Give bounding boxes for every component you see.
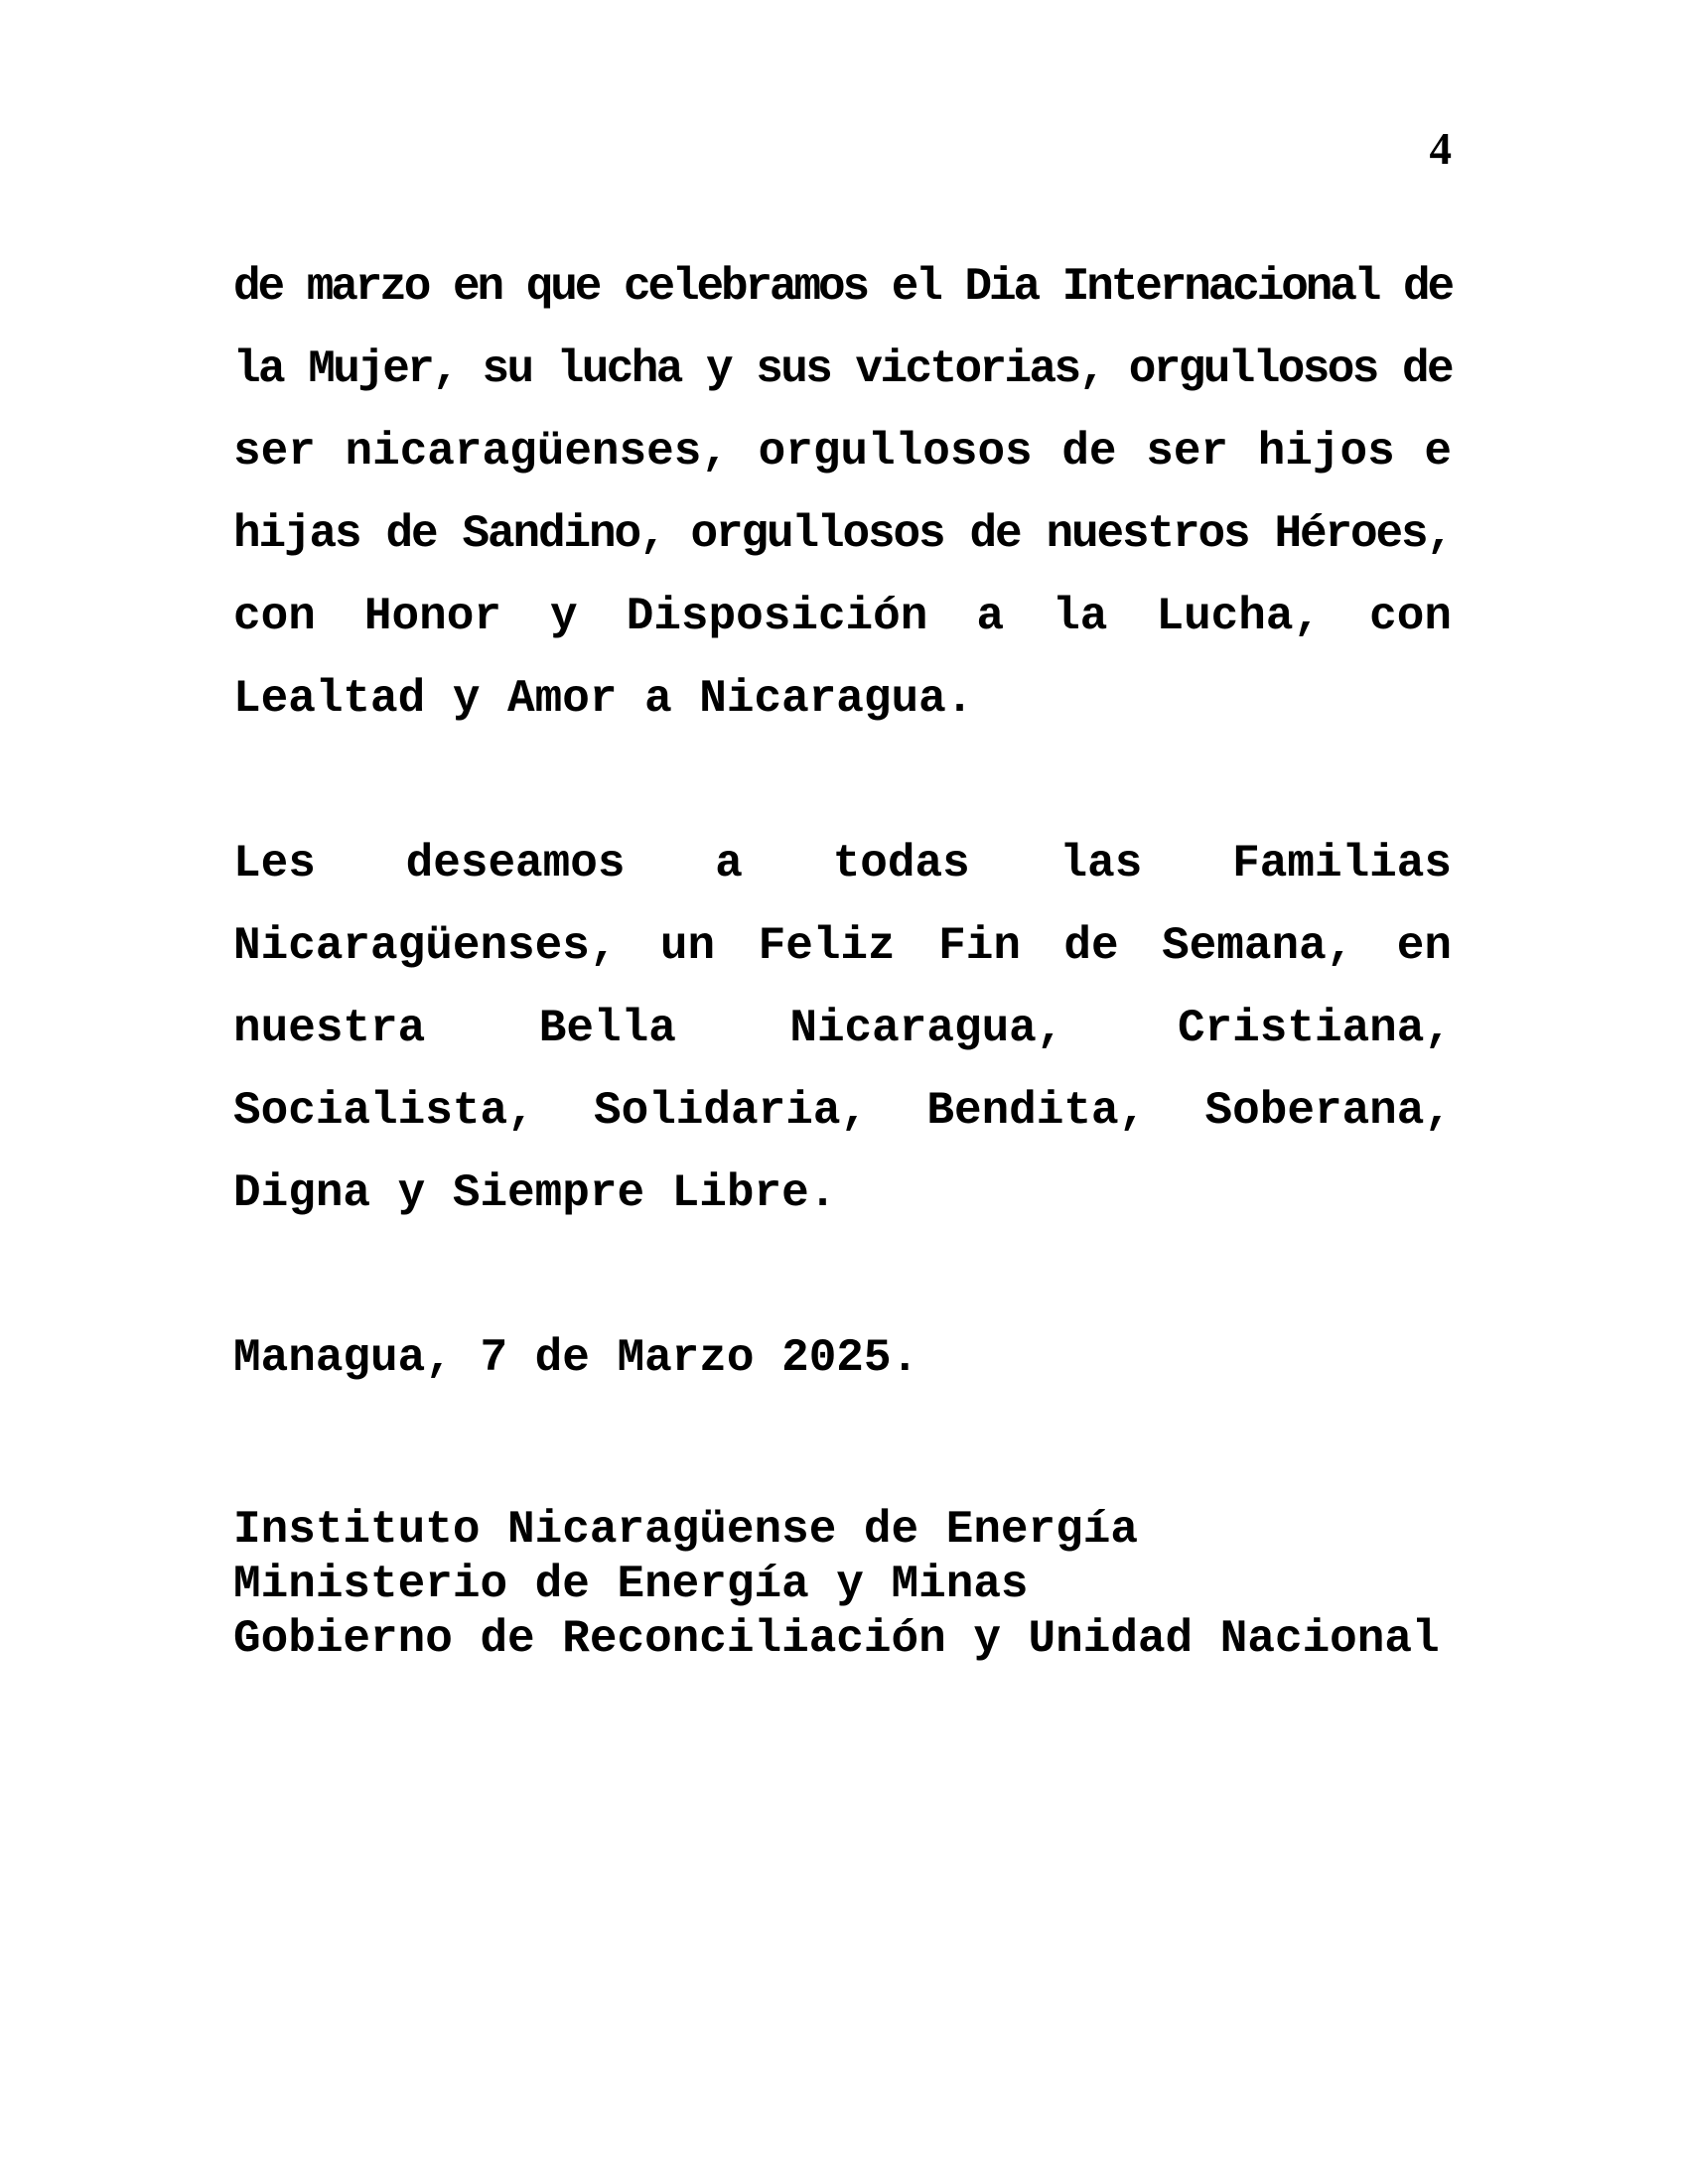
body-line: con Honor y Disposición a la Lucha, con (233, 591, 1452, 642)
body-line: ser nicaragüenses, orgullosos de ser hijos e (233, 426, 1452, 478)
document-body (233, 246, 1452, 1667)
signature-line: Ministerio de Energía y Minas (233, 1559, 1029, 1610)
body-line: Socialista, Solidaria, Bendita, Soberana, (233, 1085, 1452, 1137)
signature-line: Gobierno de Reconciliación y Unidad Nacional (233, 1613, 1440, 1665)
paragraph-2 (233, 823, 1452, 1235)
paragraph-1 (233, 246, 1452, 741)
date-paragraph (233, 1317, 1452, 1400)
body-line: de marzo en que celebramos el Dia Internacional de (233, 261, 1452, 313)
signature-line: Instituto Nicaragüense de Energía (233, 1504, 1138, 1556)
signature-block (233, 1503, 1452, 1667)
body-line: hijas de Sandino, orgullosos de nuestros Héroes, (233, 508, 1452, 560)
body-line: Les deseamos a todas las Familias (233, 838, 1452, 889)
page-number: 4 (1429, 124, 1452, 174)
body-line: nuestra Bella Nicaragua, Cristiana, (233, 1003, 1452, 1054)
body-line: Nicaragüenses, un Feliz Fin de Semana, en (233, 920, 1452, 972)
body-line: Digna y Siempre Libre. (233, 1167, 837, 1219)
body-line: Lealtad y Amor a Nicaragua. (233, 673, 974, 725)
body-line: la Mujer, su lucha y sus victorias, orgullosos de (233, 343, 1452, 395)
date-line: Managua, 7 de Marzo 2025. (233, 1332, 919, 1384)
